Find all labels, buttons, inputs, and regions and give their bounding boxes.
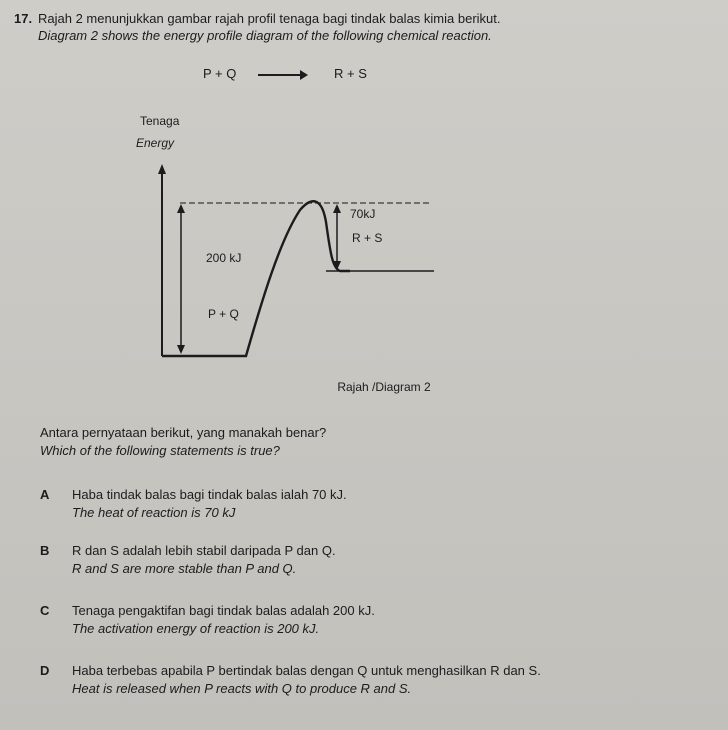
question-intro-malay: Rajah 2 menunjukkan gambar rajah profil tenaga bagi tindak balas kimia berikut. (38, 11, 501, 26)
option-a-letter: A (40, 487, 50, 502)
option-a-malay: Haba tindak balas bagi tindak balas ialah 70 kJ. (72, 487, 347, 502)
products-label: R + S (352, 231, 383, 245)
question-intro (38, 10, 708, 44)
equation-products: R + S (334, 66, 367, 81)
chemical-equation (0, 66, 728, 86)
option-c-malay: Tenaga pengaktifan bagi tindak balas adalah 200 kJ. (72, 603, 375, 618)
reactants-label: P + Q (208, 307, 239, 321)
option-c-letter: C (40, 603, 50, 618)
option-d-malay: Haba terbebas apabila P bertindak balas dengan Q untuk menghasilkan R dan S. (72, 663, 541, 678)
heat-of-reaction-label: 70kJ (350, 207, 376, 221)
diagram-caption: Rajah /Diagram 2 (337, 380, 431, 394)
activation-arrow-top-icon (177, 204, 185, 213)
activation-energy-label: 200 kJ (206, 251, 242, 265)
question-intro-english: Diagram 2 shows the energy profile diagram of the following chemical reaction. (38, 28, 492, 43)
equation-reactants: P + Q (203, 66, 237, 81)
question-prompt-english: Which of the following statements is true? (40, 443, 280, 458)
activation-arrow-bottom-icon (177, 345, 185, 354)
question-prompt-malay: Antara pernyataan berikut, yang manakah benar? (40, 425, 327, 440)
reaction-arrow-icon (258, 74, 306, 76)
energy-axis-label-english: Energy (136, 136, 175, 150)
heat-arrow-top-icon (333, 204, 341, 213)
energy-axis-arrowhead-icon (158, 164, 166, 174)
option-a-english: The heat of reaction is 70 kJ (72, 505, 236, 520)
option-b-malay: R dan S adalah lebih stabil daripada P dan Q. (72, 543, 336, 558)
option-b-letter: B (40, 543, 50, 558)
question-number: 17. (14, 11, 33, 26)
energy-axis-label-malay: Tenaga (140, 114, 180, 128)
heat-arrow-bottom-icon (333, 261, 341, 270)
option-b-english: R and S are more stable than P and Q. (72, 561, 297, 576)
question-prompt (40, 424, 326, 460)
option-d-letter: D (40, 663, 50, 678)
energy-profile-curve (162, 201, 350, 356)
option-d-english: Heat is released when P reacts with Q to produce R and S. (72, 681, 412, 696)
option-c-english: The activation energy of reaction is 200 kJ. (72, 621, 320, 636)
